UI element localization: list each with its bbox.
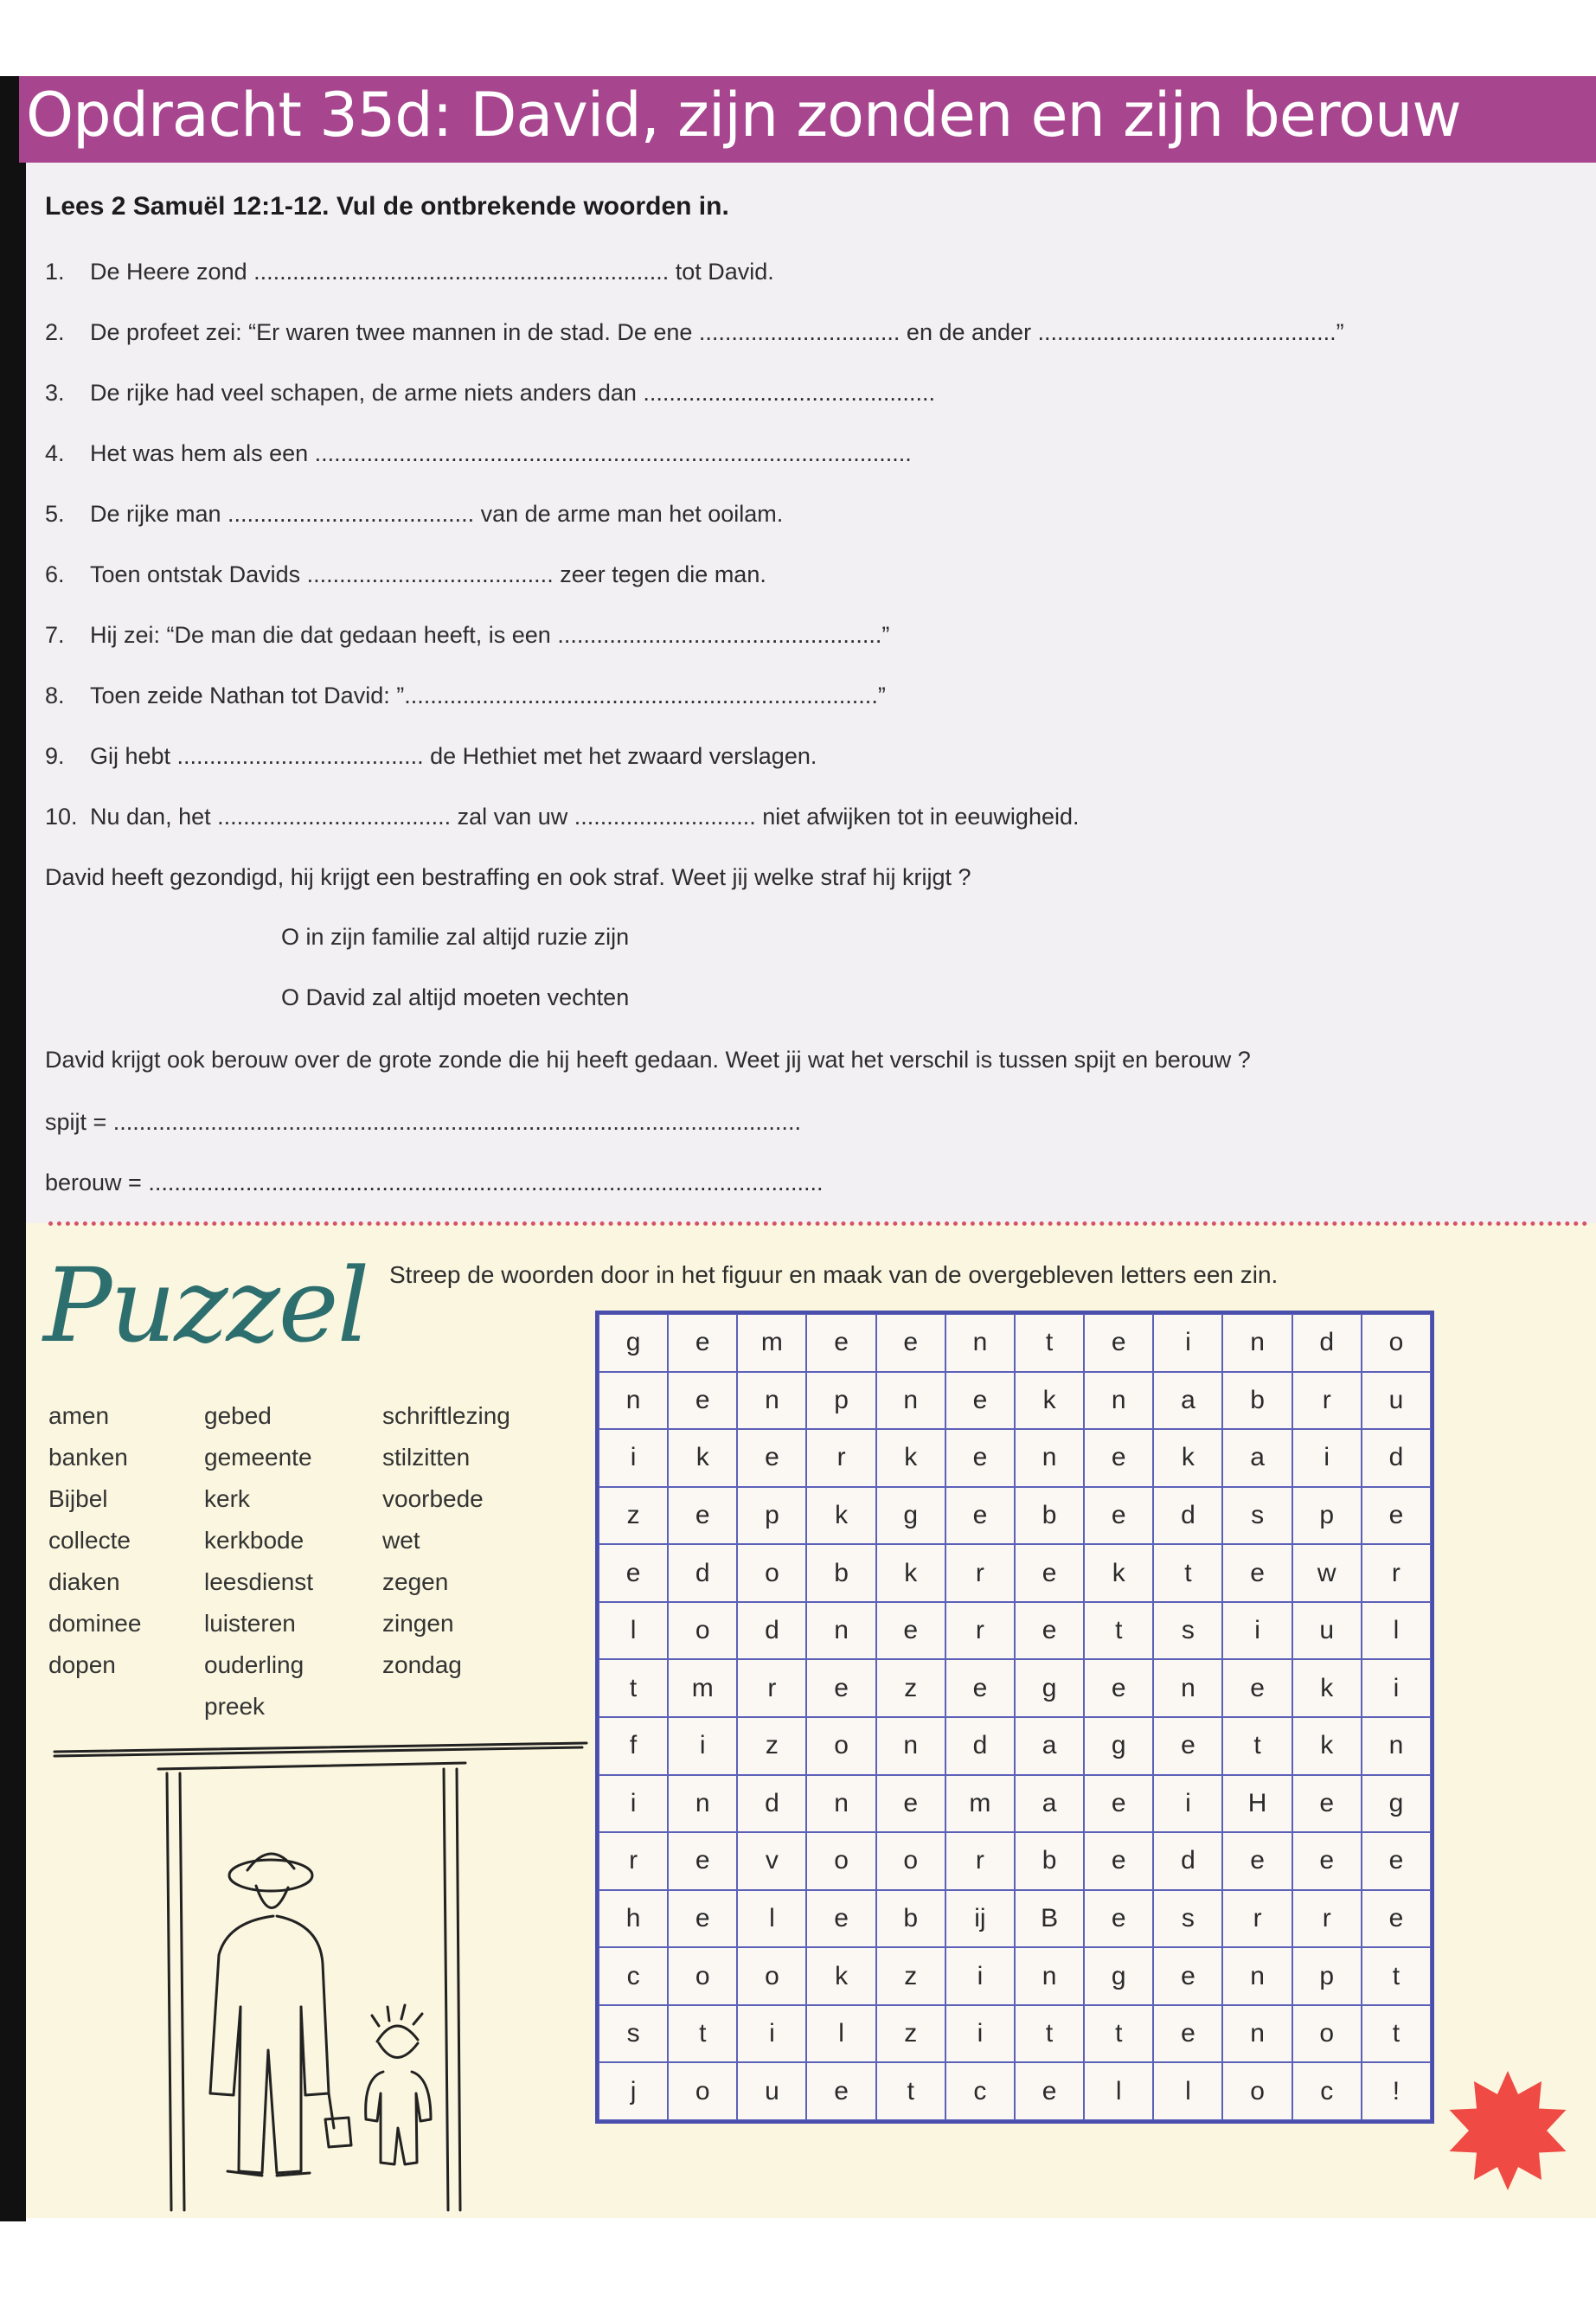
grid-cell[interactable]: o [1222, 2062, 1292, 2120]
grid-cell[interactable]: n [599, 1372, 668, 1430]
grid-cell[interactable]: n [1015, 1947, 1084, 2005]
question-5[interactable] [45, 499, 783, 529]
grid-cell[interactable]: i [945, 2005, 1015, 2063]
word-list-item: stilzitten [382, 1444, 471, 1471]
word-list-item: diaken [48, 1568, 120, 1595]
question-1[interactable] [45, 257, 774, 286]
question-10[interactable] [45, 802, 1080, 831]
question-text: Toen zeide Nathan tot David: ”.........................................................................” [90, 683, 886, 708]
grid-cell[interactable]: e [1222, 1832, 1292, 1890]
grid-cell[interactable]: s [1222, 1487, 1292, 1545]
grid-cell[interactable]: r [1362, 1544, 1431, 1602]
grid-cell[interactable]: l [1153, 2062, 1222, 2120]
word-list-item: zingen [382, 1610, 454, 1637]
grid-cell[interactable]: e [1153, 1717, 1222, 1775]
grid-cell[interactable]: n [668, 1775, 737, 1833]
grid-cell[interactable]: a [1015, 1717, 1084, 1775]
grid-cell[interactable]: t [1084, 2005, 1153, 2063]
question-text: De rijke had veel schapen, de arme niets anders dan ............................................. [90, 380, 935, 406]
grid-cell[interactable]: e [806, 2062, 875, 2120]
grid-cell[interactable]: e [876, 1314, 945, 1372]
grid-cell[interactable]: t [876, 2062, 945, 2120]
berouw-answer-line[interactable]: berouw = ........................................................................................................ [45, 1170, 824, 1195]
grid-cell[interactable]: k [806, 1487, 875, 1545]
grid-cell[interactable]: z [599, 1487, 668, 1545]
grid-cell[interactable]: e [1015, 2062, 1084, 2120]
grid-cell[interactable]: z [876, 1659, 945, 1717]
grid-cell[interactable]: e [1222, 1659, 1292, 1717]
word-list-item: ouderling [204, 1651, 304, 1678]
grid-cell[interactable]: r [1292, 1890, 1362, 1948]
grid-cell[interactable]: m [737, 1314, 806, 1372]
grid-cell[interactable]: H [1222, 1775, 1292, 1833]
grid-cell[interactable]: e [668, 1890, 737, 1948]
grid-cell[interactable]: e [1084, 1775, 1153, 1833]
grid-cell[interactable]: o [737, 1947, 806, 2005]
grid-cell[interactable]: s [1153, 1602, 1222, 1660]
grid-cell[interactable]: i [1153, 1314, 1222, 1372]
grid-cell[interactable]: m [668, 1659, 737, 1717]
grid-cell[interactable]: n [1362, 1717, 1431, 1775]
question-number: 1. [45, 259, 65, 285]
word-list-column-2 [204, 1395, 313, 1727]
question-straf: David heeft gezondigd, hij krijgt een bestraffing en ook straf. Weet jij welke straf hij krijgt ? [45, 864, 971, 890]
grid-cell[interactable]: o [668, 1947, 737, 2005]
question-number: 5. [45, 501, 65, 527]
grid-cell[interactable]: m [945, 1775, 1015, 1833]
grid-cell[interactable]: e [1084, 1659, 1153, 1717]
grid-cell[interactable]: z [737, 1717, 806, 1775]
grid-cell[interactable]: c [599, 1947, 668, 2005]
page-title: Opdracht 35d: David, zijn zonden en zijn berouw [26, 80, 1461, 151]
grid-cell[interactable]: p [1292, 1947, 1362, 2005]
word-list-item: dopen [48, 1651, 116, 1678]
grid-cell[interactable]: l [1084, 2062, 1153, 2120]
question-text: Toen ontstak Davids ...................................... zeer tegen die man. [90, 561, 766, 587]
grid-cell[interactable]: p [806, 1372, 875, 1430]
question-text: Gij hebt ...................................... de Hethiet met het zwaard verslagen. [90, 743, 817, 769]
word-list-item: kerkbode [204, 1527, 304, 1554]
word-list-item: voorbede [382, 1485, 484, 1512]
word-list-column-1 [48, 1395, 141, 1686]
grid-cell[interactable]: e [876, 1775, 945, 1833]
grid-cell[interactable]: e [1084, 1429, 1153, 1487]
question-8[interactable] [45, 681, 886, 710]
question-7[interactable] [45, 620, 889, 650]
grid-cell[interactable]: r [945, 1832, 1015, 1890]
grid-cell[interactable]: t [1015, 1314, 1084, 1372]
grid-cell[interactable]: z [876, 1947, 945, 2005]
grid-cell[interactable]: t [668, 2005, 737, 2063]
question-text: De profeet zei: “Er waren twee mannen in de stad. De ene ............................... en de ander ..............................................” [90, 319, 1344, 345]
grid-cell[interactable]: g [876, 1487, 945, 1545]
grid-cell[interactable]: n [1222, 2005, 1292, 2063]
grid-cell[interactable]: i [1292, 1429, 1362, 1487]
word-list-item: kerk [204, 1485, 250, 1512]
grid-cell[interactable]: r [737, 1659, 806, 1717]
grid-cell[interactable]: i [945, 1947, 1015, 2005]
grid-cell[interactable]: e [1292, 1832, 1362, 1890]
grid-cell[interactable]: i [1362, 1659, 1431, 1717]
grid-cell[interactable]: u [737, 2062, 806, 2120]
grid-cell[interactable]: e [1362, 1487, 1431, 1545]
grid-cell[interactable]: o [668, 2062, 737, 2120]
question-6[interactable] [45, 560, 766, 589]
grid-cell[interactable]: n [737, 1372, 806, 1430]
grid-cell[interactable]: ! [1362, 2062, 1431, 2120]
grid-cell[interactable]: i [1222, 1602, 1292, 1660]
grid-cell[interactable]: t [1015, 2005, 1084, 2063]
grid-cell[interactable]: e [668, 1372, 737, 1430]
grid-cell[interactable]: j [599, 2062, 668, 2120]
question-text: Nu dan, het .................................... zal van uw ............................ niet afwijken tot in eeuwigheid. [90, 804, 1080, 830]
question-4[interactable] [45, 439, 912, 468]
grid-cell[interactable]: k [1292, 1659, 1362, 1717]
grid-cell[interactable]: e [806, 1314, 875, 1372]
question-3[interactable] [45, 378, 935, 407]
word-list-item: dominee [48, 1610, 142, 1637]
grid-cell[interactable]: e [1222, 1544, 1292, 1602]
grid-cell[interactable]: b [876, 1890, 945, 1948]
grid-cell[interactable]: r [1222, 1890, 1292, 1948]
grid-cell[interactable]: g [1084, 1947, 1153, 2005]
grid-cell[interactable]: r [945, 1602, 1015, 1660]
grid-cell[interactable]: d [1153, 1832, 1222, 1890]
grid-cell[interactable]: z [876, 2005, 945, 2063]
question-2[interactable] [45, 317, 1344, 347]
grid-cell[interactable]: r [599, 1832, 668, 1890]
grid-cell[interactable]: e [1015, 1544, 1084, 1602]
grid-cell[interactable]: d [945, 1717, 1015, 1775]
question-9[interactable] [45, 741, 817, 771]
church-visitors-illustration [50, 1721, 604, 2214]
question-text: Hij zei: “De man die dat gedaan heeft, is een ..................................................” [90, 622, 890, 648]
grid-cell[interactable]: n [1222, 1947, 1292, 2005]
grid-cell[interactable]: e [945, 1487, 1015, 1545]
grid-cell[interactable]: e [599, 1544, 668, 1602]
grid-cell[interactable]: u [1362, 1372, 1431, 1430]
grid-cell[interactable]: e [1153, 1947, 1222, 2005]
grid-cell[interactable]: c [1292, 2062, 1362, 2120]
grid-cell[interactable]: d [737, 1775, 806, 1833]
grid-cell[interactable]: l [1362, 1602, 1431, 1660]
word-list-item: gemeente [204, 1444, 312, 1471]
grid-cell[interactable]: k [876, 1544, 945, 1602]
grid-cell[interactable]: i [668, 1717, 737, 1775]
grid-cell[interactable]: n [806, 1602, 875, 1660]
grid-cell[interactable]: n [1153, 1659, 1222, 1717]
question-text: Het was hem als een ............................................................................................ [90, 440, 912, 466]
grid-cell[interactable]: i [599, 1775, 668, 1833]
choice-ruzie[interactable]: O in zijn familie zal altijd ruzie zijn [281, 924, 630, 950]
grid-cell[interactable]: n [876, 1372, 945, 1430]
grid-cell[interactable]: e [1084, 1890, 1153, 1948]
grid-cell[interactable]: e [668, 1314, 737, 1372]
question-text: De rijke man ...................................... van de arme man het ooilam. [90, 501, 784, 527]
word-list-item: banken [48, 1444, 128, 1471]
word-list-item: zondag [382, 1651, 462, 1678]
grid-cell[interactable]: k [668, 1429, 737, 1487]
grid-cell[interactable]: p [1292, 1487, 1362, 1545]
grid-cell[interactable]: t [1362, 1947, 1431, 2005]
grid-cell[interactable]: t [1153, 1544, 1222, 1602]
grid-cell[interactable]: k [1015, 1372, 1084, 1430]
grid-cell[interactable]: w [1292, 1544, 1362, 1602]
grid-cell[interactable]: d [1292, 1314, 1362, 1372]
grid-cell[interactable]: b [1015, 1832, 1084, 1890]
question-number: 2. [45, 319, 65, 345]
grid-cell[interactable]: b [1222, 1372, 1292, 1430]
grid-cell[interactable]: o [876, 1832, 945, 1890]
grid-cell[interactable]: u [1292, 1602, 1362, 1660]
grid-cell[interactable]: o [737, 1544, 806, 1602]
grid-cell[interactable]: g [1084, 1717, 1153, 1775]
grid-cell[interactable]: e [668, 1487, 737, 1545]
binding-edge [0, 76, 26, 2221]
grid-cell[interactable]: e [1084, 1832, 1153, 1890]
grid-cell[interactable]: h [599, 1890, 668, 1948]
word-list-item: Bijbel [48, 1485, 108, 1512]
grid-cell[interactable]: t [599, 1659, 668, 1717]
grid-cell[interactable]: k [1084, 1544, 1153, 1602]
word-list-item: collecte [48, 1527, 131, 1554]
grid-cell[interactable]: n [945, 1314, 1015, 1372]
word-search-grid [595, 1311, 1434, 2124]
grid-cell[interactable]: i [1153, 1775, 1222, 1833]
puzzel-title: Puzzel [43, 1246, 369, 1365]
grid-cell[interactable]: l [599, 1602, 668, 1660]
grid-cell[interactable]: k [1292, 1717, 1362, 1775]
grid-cell[interactable]: n [1222, 1314, 1292, 1372]
grid-cell[interactable]: e [1362, 1832, 1431, 1890]
word-list-item: schriftlezing [382, 1402, 510, 1429]
grid-cell[interactable]: o [806, 1717, 875, 1775]
grid-cell[interactable]: ij [945, 1890, 1015, 1948]
grid-cell[interactable]: n [876, 1717, 945, 1775]
grid-cell[interactable]: e [1084, 1487, 1153, 1545]
grid-cell[interactable]: o [1362, 1314, 1431, 1372]
grid-cell[interactable]: t [1084, 1602, 1153, 1660]
grid-cell[interactable]: e [806, 1659, 875, 1717]
choice-vechten[interactable]: O David zal altijd moeten vechten [281, 984, 630, 1010]
grid-cell[interactable]: r [1292, 1372, 1362, 1430]
grid-cell[interactable]: c [945, 2062, 1015, 2120]
grid-cell[interactable]: t [1222, 1717, 1292, 1775]
grid-cell[interactable]: e [806, 1890, 875, 1948]
grid-cell[interactable]: e [737, 1429, 806, 1487]
grid-cell[interactable]: d [1362, 1429, 1431, 1487]
grid-cell[interactable]: a [1222, 1429, 1292, 1487]
spijt-answer-line[interactable]: spijt = .......................................................................................................... [45, 1109, 801, 1135]
grid-cell[interactable]: e [945, 1429, 1015, 1487]
question-number: 3. [45, 380, 65, 406]
grid-cell[interactable]: i [737, 2005, 806, 2063]
question-number: 10. [45, 804, 78, 830]
grid-cell[interactable]: n [1015, 1429, 1084, 1487]
grid-cell[interactable]: n [1084, 1372, 1153, 1430]
grid-cell[interactable]: g [1362, 1775, 1431, 1833]
grid-cell[interactable]: k [1153, 1429, 1222, 1487]
word-list-item: preek [204, 1693, 266, 1720]
grid-cell[interactable]: a [1015, 1775, 1084, 1833]
grid-cell[interactable]: e [1292, 1775, 1362, 1833]
word-list-item: leesdienst [204, 1568, 314, 1595]
grid-cell[interactable]: l [737, 1890, 806, 1948]
grid-cell[interactable]: s [599, 2005, 668, 2063]
grid-cell[interactable]: e [1362, 1890, 1431, 1948]
grid-cell[interactable]: e [668, 1832, 737, 1890]
starburst-icon [1443, 2066, 1573, 2195]
grid-cell[interactable]: k [806, 1947, 875, 2005]
grid-cell[interactable]: d [668, 1544, 737, 1602]
question-number: 6. [45, 561, 65, 587]
grid-cell[interactable]: l [806, 2005, 875, 2063]
grid-cell[interactable]: v [737, 1832, 806, 1890]
grid-cell[interactable]: f [599, 1717, 668, 1775]
grid-cell[interactable]: b [806, 1544, 875, 1602]
grid-cell[interactable]: k [876, 1429, 945, 1487]
grid-cell[interactable]: g [599, 1314, 668, 1372]
word-list-item: wet [382, 1527, 420, 1554]
dotted-divider [48, 1221, 1588, 1226]
question-number: 4. [45, 440, 65, 466]
grid-cell[interactable]: r [806, 1429, 875, 1487]
question-text: De Heere zond ................................................................ tot David. [90, 259, 774, 285]
grid-cell[interactable]: g [1015, 1659, 1084, 1717]
grid-cell[interactable]: b [1015, 1487, 1084, 1545]
grid-cell[interactable]: i [599, 1429, 668, 1487]
grid-cell[interactable]: B [1015, 1890, 1084, 1948]
grid-cell[interactable]: e [945, 1659, 1015, 1717]
instruction-text: Lees 2 Samuël 12:1-12. Vul de ontbrekende woorden in. [45, 192, 729, 221]
grid-cell[interactable]: e [945, 1372, 1015, 1430]
word-list-item: luisteren [204, 1610, 296, 1637]
question-number: 8. [45, 683, 65, 708]
grid-cell[interactable]: o [806, 1832, 875, 1890]
puzzle-instruction: Streep de woorden door in het figuur en maak van de overgebleven letters een zin. [389, 1261, 1279, 1288]
grid-cell[interactable]: s [1153, 1890, 1222, 1948]
grid-cell[interactable]: e [1084, 1314, 1153, 1372]
grid-cell[interactable]: t [1362, 2005, 1431, 2063]
word-list-item: zegen [382, 1568, 449, 1595]
grid-cell[interactable]: o [668, 1602, 737, 1660]
word-list-column-3 [382, 1395, 510, 1686]
grid-cell[interactable]: e [1153, 2005, 1222, 2063]
word-list-item: gebed [204, 1402, 272, 1429]
grid-cell[interactable]: e [1015, 1602, 1084, 1660]
question-number: 9. [45, 743, 65, 769]
grid-cell[interactable]: o [1292, 2005, 1362, 2063]
grid-cell[interactable]: n [806, 1775, 875, 1833]
grid-cell[interactable]: p [737, 1487, 806, 1545]
grid-cell[interactable]: a [1153, 1372, 1222, 1430]
grid-cell[interactable]: e [876, 1602, 945, 1660]
grid-cell[interactable]: d [737, 1602, 806, 1660]
question-berouw: David krijgt ook berouw over de grote zonde die hij heeft gedaan. Weet jij wat het verschil is tussen spijt en berouw ? [45, 1047, 1251, 1073]
grid-cell[interactable]: r [945, 1544, 1015, 1602]
word-list-item: amen [48, 1402, 110, 1429]
grid-cell[interactable]: d [1153, 1487, 1222, 1545]
question-number: 7. [45, 622, 65, 648]
